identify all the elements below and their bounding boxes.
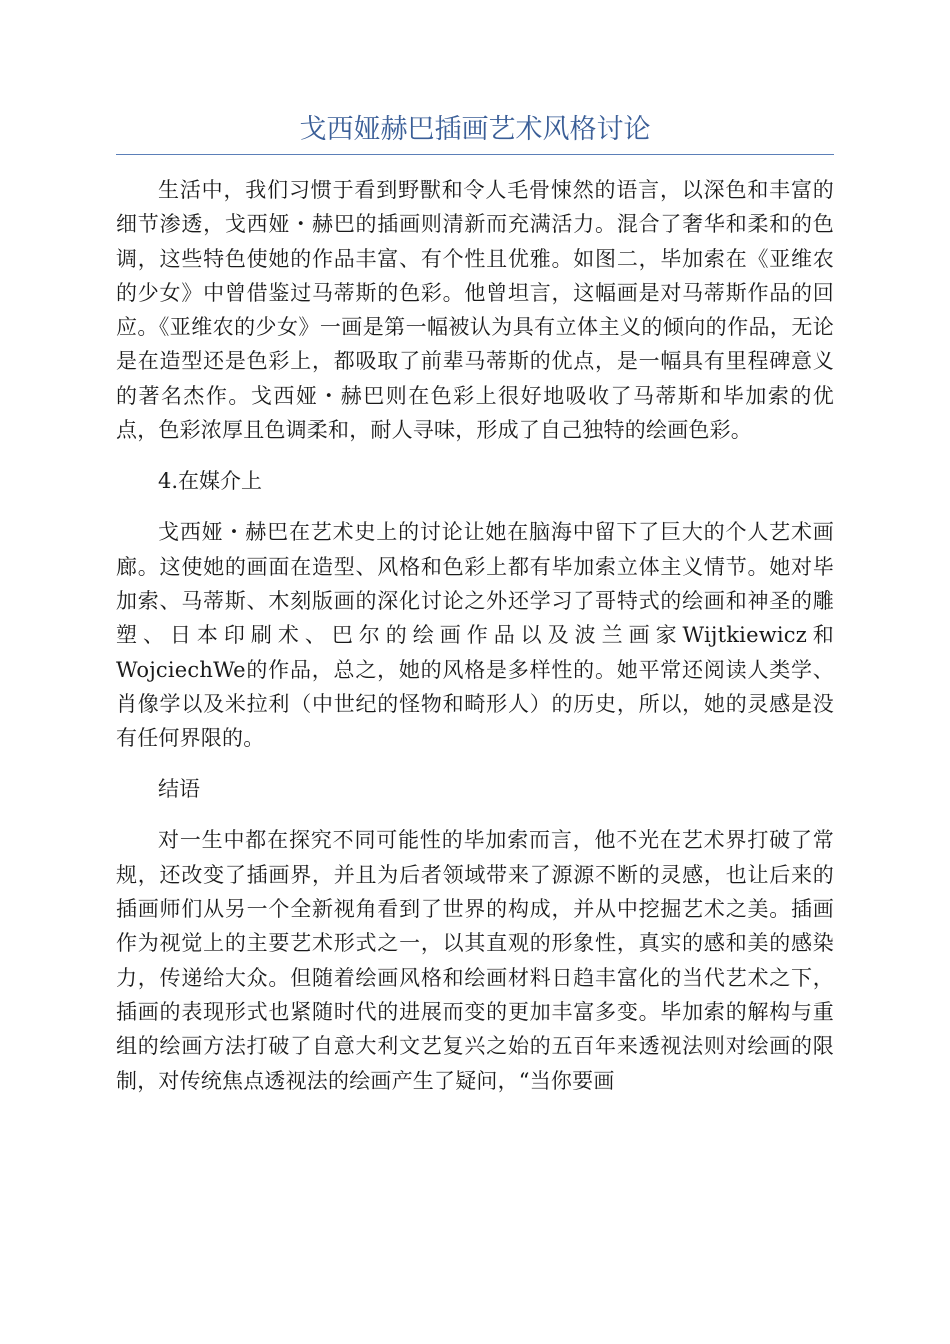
section-heading-medium: 4.在媒介上 [158, 469, 263, 494]
document-body [116, 173, 834, 1098]
section-heading-conclusion: 结语 [158, 777, 200, 802]
document-page [116, 112, 834, 1115]
paragraph-medium: 戈西娅・赫巴在艺术史上的讨论让她在脑海中留下了巨大的个人艺术画廊。这使她的画面在造型、风格和色彩上都有毕加索立体主义情节。她对毕加索、马蒂斯、木刻版画的深化讨论之外还学习了哥特式的绘画和神圣的雕塑、日本印刷术、巴尔的绘画作品以及波兰画家Wijtkiewicz和WojciechWe的作品，总之，她的风格是多样性的。她平常还阅读人类学、肖像学以及米拉利（中世纪的怪物和畸形人）的历史，所以，她的灵感是没有任何界限的。 [116, 520, 834, 751]
paragraph-conclusion: 对一生中都在探究不同可能性的毕加索而言，他不光在艺术界打破了常规，还改变了插画界，并且为后者领域带来了源源不断的灵感，也让后来的插画师们从另一个全新视角看到了世界的构成，并从中挖掘艺术之美。插画作为视觉上的主要艺术形式之一，以其直观的形象性，真实的感和美的感染力，传递给大众。但随着绘画风格和绘画材料日趋丰富化的当代艺术之下，插画的表现形式也紧随时代的进展而变的更加丰富多变。毕加索的解构与重组的绘画方法打破了自意大利文艺复兴之始的五百年来透视法则对绘画的限制，对传统焦点透视法的绘画产生了疑问，“当你要画 [116, 828, 834, 1093]
document-title: 戈西娅赫巴插画艺术风格讨论 [116, 112, 834, 155]
paragraph-color: 生活中，我们习惯于看到野獸和令人毛骨悚然的语言，以深色和丰富的细节渗透，戈西娅・赫巴的插画则清新而充满活力。混合了奢华和柔和的色调，这些特色使她的作品丰富、有个性且优雅。如图二，毕加索在《亚维农的少女》中曾借鉴过马蒂斯的色彩。他曾坦言，这幅画是对马蒂斯作品的回应。《亚维农的少女》一画是第一幅被认为具有立体主义的倾向的作品，无论是在造型还是色彩上，都吸取了前辈马蒂斯的优点，是一幅具有里程碑意义的著名杰作。戈西娅・赫巴则在色彩上很好地吸收了马蒂斯和毕加索的优点，色彩浓厚且色调柔和，耐人寻味，形成了自己独特的绘画色彩。 [116, 178, 834, 443]
